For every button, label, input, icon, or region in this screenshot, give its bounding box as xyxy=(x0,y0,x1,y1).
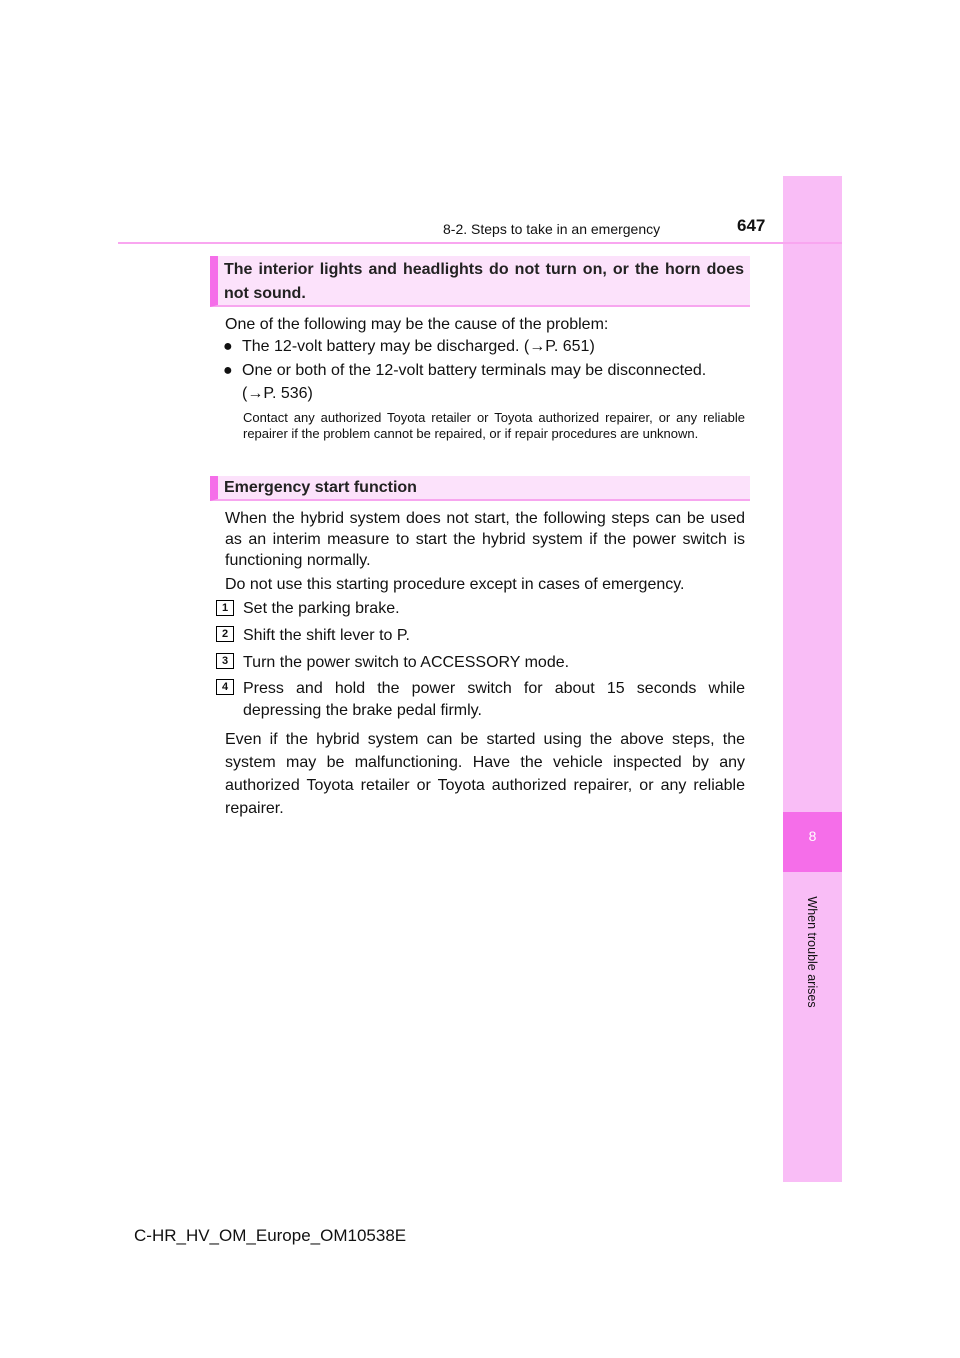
bullet-icon: ● xyxy=(223,338,233,355)
list-item xyxy=(223,335,747,358)
page-number: 647 xyxy=(737,216,766,235)
step-number-badge: 2 xyxy=(216,626,234,642)
bullet-icon: ● xyxy=(223,362,233,379)
intro-text: When the hybrid system does not start, the following steps can be used as an interim measure to start the hybrid system if the power switch is functioning normally. xyxy=(225,510,745,569)
step-number-badge: 4 xyxy=(216,679,234,695)
step-text: Press and hold the power switch for about 15 seconds while depressing the brake pedal firmly. xyxy=(243,680,745,719)
section-heading-lights-horn: The interior lights and headlights do not turn on, or the horn does not sound. xyxy=(210,256,750,307)
chapter-side-tab xyxy=(783,176,842,1182)
step-text: Set the parking brake. xyxy=(243,600,400,617)
list-item-text: One or both of the 12-volt battery terminals may be disconnected. (→P. 536) xyxy=(242,362,707,402)
document-id: C-HR_HV_OM_Europe_OM10538E xyxy=(134,1226,407,1245)
step-text: Turn the power switch to ACCESSORY mode. xyxy=(243,654,570,671)
section-title: 8-2. Steps to take in an emergency xyxy=(443,221,661,237)
header-divider xyxy=(118,242,842,244)
step-number-badge: 3 xyxy=(216,653,234,669)
list-item-text: The 12-volt battery may be discharged. (→P. 651) xyxy=(242,338,595,355)
section-heading-emergency-start: Emergency start function xyxy=(210,476,750,501)
chapter-number: 8 xyxy=(808,828,817,844)
step-text: Shift the shift lever to P. xyxy=(243,627,410,644)
list-item xyxy=(223,359,743,405)
closing-text: Even if the hybrid system can be started using the above steps, the system may be malfunctioning. Have the vehicle inspected by any authorized Toyota retailer or Toyota authorized repairer, or any reliable repairer. xyxy=(225,731,745,817)
warning-text: Do not use this starting procedure except in cases of emergency. xyxy=(225,576,685,593)
step-number-badge: 1 xyxy=(216,600,234,616)
intro-text: One of the following may be the cause of the problem: xyxy=(225,316,609,333)
chapter-title: When trouble arises xyxy=(805,896,819,1008)
note-text: Contact any authorized Toyota retailer or Toyota authorized repairer, or any reliable repairer if the problem cannot be repaired, or if repair procedures are unknown. xyxy=(243,410,745,441)
